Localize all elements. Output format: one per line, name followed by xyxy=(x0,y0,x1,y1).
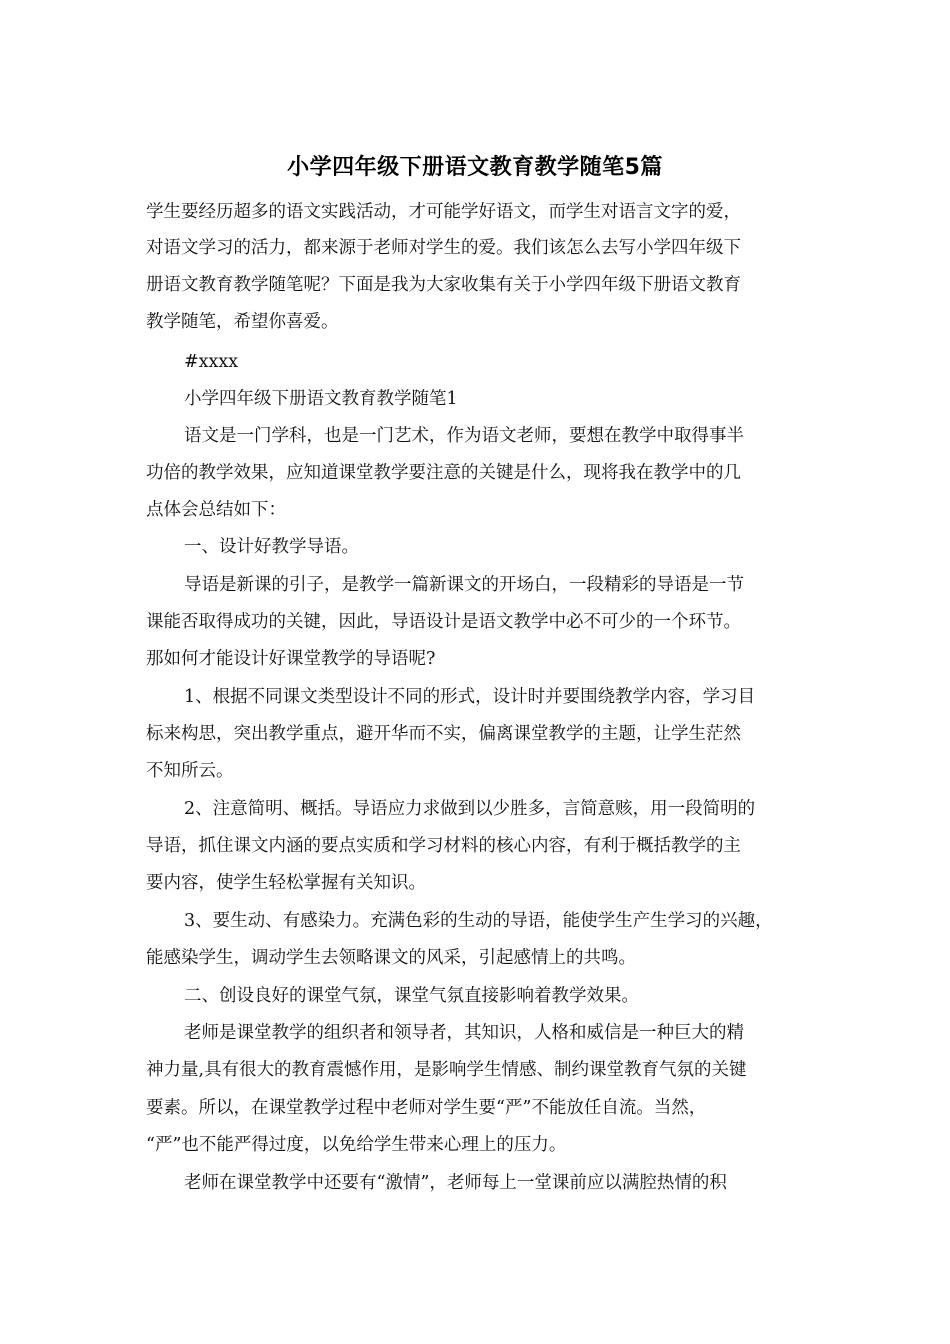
subheading: 一、设计好教学导语。 xyxy=(184,537,359,557)
paragraph-line: 2、注意简明、概括。导语应力求做到以少胜多，言简意赅，用一段简明的 xyxy=(184,799,756,819)
paragraph-line: 点体会总结如下： xyxy=(146,500,286,520)
paragraph-line: 语文是一门学科，也是一门艺术，作为语文老师，要想在教学中取得事半 xyxy=(184,426,744,446)
paragraph-line: 导语是新课的引子，是教学一篇新课文的开场白，一段精彩的导语是一节 xyxy=(184,575,744,595)
paragraph-line: 要内容，使学生轻松掌握有关知识。 xyxy=(146,873,426,893)
paragraph-line: 功倍的教学效果，应知道课堂教学要注意的关键是什么，现将我在教学中的几 xyxy=(146,463,741,483)
paragraph-line: 导语，抓住课文内涵的要点实质和学习材料的核心内容，有利于概括教学的主 xyxy=(146,836,741,856)
subheading: 二、创设良好的课堂气氛，课堂气氛直接影响着教学效果。 xyxy=(184,986,639,1006)
paragraph-line: 能感染学生，调动学生去领略课文的风采，引起感情上的共鸣。 xyxy=(146,948,636,968)
document-title: 小学四年级下册语文教育教学随笔5篇 xyxy=(287,155,663,180)
paragraph-line: 那如何才能设计好课堂教学的导语呢? xyxy=(146,649,436,669)
section-marker: #xxxx xyxy=(184,352,239,372)
paragraph-line: 课能否取得成功的关键，因此，导语设计是语文教学中必不可少的一个环节。 xyxy=(146,612,741,632)
paragraph-line: 对语文学习的活力，都来源于老师对学生的爱。我们该怎么去写小学四年级下 xyxy=(146,238,741,258)
paragraph-line: 神力量,具有很大的教育震憾作用，是影响学生情感、制约课堂教育气氛的关键 xyxy=(146,1060,747,1080)
paragraph-line: 老师是课堂教学的组织者和领导者，其知识，人格和威信是一种巨大的精 xyxy=(184,1023,744,1043)
paragraph-line: 标来构思，突出教学重点，避开华而不实，偏离课堂教学的主题，让学生茫然 xyxy=(146,724,741,744)
paragraph-line: 1、根据不同课文类型设计不同的形式，设计时并要围绕教学内容，学习目 xyxy=(184,687,756,707)
paragraph-line: 3、要生动、有感染力。充满色彩的生动的导语，能使学生产生学习的兴趣， xyxy=(184,911,773,931)
paragraph-line: 老师在课堂教学中还要有“激情”，老师每上一堂课前应以满腔热情的积 xyxy=(184,1173,727,1193)
paragraph-line: “严”也不能严得过度，以免给学生带来心理上的压力。 xyxy=(146,1135,567,1155)
paragraph-line: 不知所云。 xyxy=(146,761,234,781)
paragraph-line: 要素。所以，在课堂教学过程中老师对学生要“严”不能放任自流。当然， xyxy=(146,1098,707,1118)
paragraph-line: 学生要经历超多的语文实践活动，才可能学好语文，而学生对语言文字的爱， xyxy=(146,202,741,222)
section-heading: 小学四年级下册语文教育教学随笔1 xyxy=(184,389,458,409)
paragraph-line: 册语文教育教学随笔呢？下面是我为大家收集有关于小学四年级下册语文教育 xyxy=(146,275,741,295)
paragraph-line: 教学随笔，希望你喜爱。 xyxy=(146,312,339,332)
